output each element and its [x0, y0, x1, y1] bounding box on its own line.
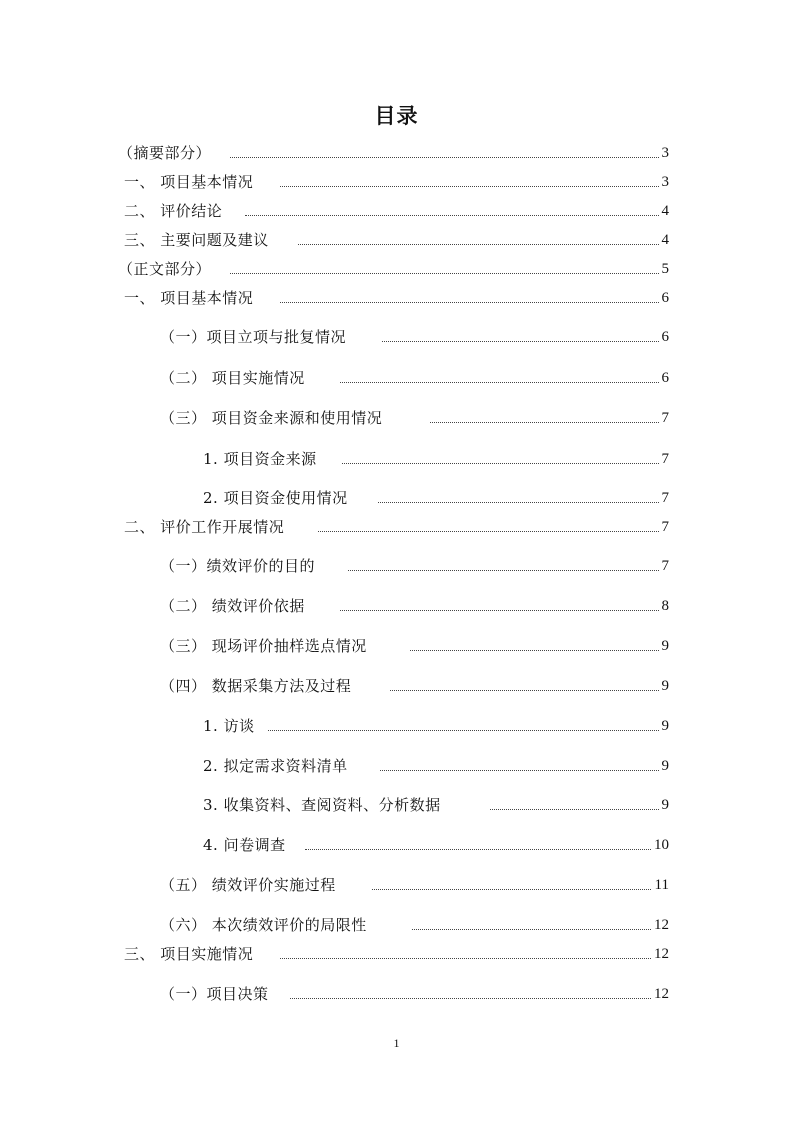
toc-entry[interactable] — [0, 793, 793, 817]
toc-entry[interactable] — [0, 554, 793, 578]
toc-entry-page: 3 — [659, 141, 670, 165]
toc-entry-text: 二、 评价工作开展情况 — [124, 515, 286, 539]
toc-entry-page: 7 — [659, 447, 670, 471]
toc-entry-page: 12 — [651, 913, 669, 937]
toc-entry-text: 2. 项目资金使用情况 — [203, 486, 350, 510]
leader-dots — [342, 463, 667, 464]
leader-dots — [382, 341, 667, 342]
toc-entry[interactable] — [0, 873, 793, 897]
toc-entry[interactable] — [0, 199, 793, 223]
toc-entry-page: 12 — [651, 982, 669, 1006]
toc-entry-text: 2. 拟定需求资料清单 — [203, 754, 350, 778]
leader-dots — [230, 157, 667, 158]
toc-entry-text: （二） 项目实施情况 — [160, 366, 307, 390]
toc-entry[interactable] — [0, 325, 793, 349]
leader-dots — [280, 958, 667, 959]
toc-entry[interactable] — [0, 942, 793, 966]
leader-dots — [230, 273, 667, 274]
leader-dots — [390, 690, 667, 691]
leader-dots — [412, 929, 667, 930]
toc-entry-page: 6 — [659, 366, 670, 390]
toc-entry-text: （一）项目决策 — [160, 982, 271, 1006]
leader-dots — [268, 730, 667, 731]
toc-entry[interactable] — [0, 257, 793, 281]
toc-entry-page: 9 — [659, 754, 670, 778]
page-title: 目录 — [374, 104, 419, 128]
leader-dots — [340, 610, 667, 611]
toc-entry-text: （二） 绩效评价依据 — [160, 594, 307, 618]
toc-entry-page: 7 — [659, 554, 670, 578]
leader-dots — [280, 302, 667, 303]
leader-dots — [348, 570, 667, 571]
leader-dots — [378, 502, 667, 503]
toc-entry[interactable] — [0, 913, 793, 937]
toc-entry-text: （一）绩效评价的目的 — [160, 554, 317, 578]
toc-entry[interactable] — [0, 366, 793, 390]
toc-entry-text: 二、 评价结论 — [124, 199, 224, 223]
toc-entry-text: （正文部分） — [118, 257, 213, 281]
toc-entry-page: 7 — [659, 515, 670, 539]
leader-dots — [290, 998, 667, 999]
leader-dots — [245, 215, 667, 216]
toc-entry-text: 3. 收集资料、查阅资料、分析数据 — [203, 793, 443, 817]
toc-entry-page: 4 — [659, 228, 670, 252]
toc-entry-text: （一）项目立项与批复情况 — [160, 325, 348, 349]
toc-entry-text: （三） 项目资金来源和使用情况 — [160, 406, 384, 430]
leader-dots — [490, 809, 667, 810]
toc-entry[interactable] — [0, 982, 793, 1006]
leader-dots — [340, 382, 667, 383]
leader-dots — [410, 650, 667, 651]
toc-entry-page: 12 — [651, 942, 669, 966]
toc-entry-page: 9 — [659, 793, 670, 817]
toc-entry[interactable] — [0, 447, 793, 471]
toc-entry[interactable] — [0, 406, 793, 430]
toc-entry-page: 6 — [659, 286, 670, 310]
toc-entry[interactable] — [0, 833, 793, 857]
toc-entry[interactable] — [0, 141, 793, 165]
leader-dots — [305, 849, 667, 850]
toc-entry[interactable] — [0, 754, 793, 778]
toc-entry[interactable] — [0, 634, 793, 658]
toc-entry-page: 7 — [659, 406, 670, 430]
toc-entry-text: 一、 项目基本情况 — [124, 286, 255, 310]
toc-entry-text: （六） 本次绩效评价的局限性 — [160, 913, 369, 937]
toc-entry-page: 9 — [659, 714, 670, 738]
toc-entry-page: 9 — [659, 674, 670, 698]
leader-dots — [430, 422, 667, 423]
toc-entry-text: 1. 项目资金来源 — [203, 447, 319, 471]
toc-entry[interactable] — [0, 286, 793, 310]
toc-entry-page: 8 — [659, 594, 670, 618]
toc-entry[interactable] — [0, 714, 793, 738]
leader-dots — [380, 770, 667, 771]
leader-dots — [372, 889, 667, 890]
toc-entry[interactable] — [0, 170, 793, 194]
toc-entry-page: 9 — [659, 634, 670, 658]
toc-entry-text: （摘要部分） — [118, 141, 213, 165]
leader-dots — [318, 531, 667, 532]
toc-entry-page: 11 — [652, 873, 669, 897]
toc-entry[interactable] — [0, 515, 793, 539]
toc-entry[interactable] — [0, 228, 793, 252]
toc-entry-text: 三、 项目实施情况 — [124, 942, 255, 966]
toc-entry-page: 3 — [659, 170, 670, 194]
toc-entry-text: （五） 绩效评价实施过程 — [160, 873, 338, 897]
toc-entry-page: 10 — [651, 833, 669, 857]
toc-entry-text: 一、 项目基本情况 — [124, 170, 255, 194]
toc-entry-page: 4 — [659, 199, 670, 223]
toc-entry-text: 三、 主要问题及建议 — [124, 228, 271, 252]
toc-entry[interactable] — [0, 594, 793, 618]
toc-entry[interactable] — [0, 486, 793, 510]
toc-entry-text: 4. 问卷调查 — [203, 833, 288, 857]
toc-entry-text: 1. 访谈 — [203, 714, 257, 738]
leader-dots — [280, 186, 667, 187]
toc-entry-page: 6 — [659, 325, 670, 349]
toc-entry-text: （四） 数据采集方法及过程 — [160, 674, 353, 698]
page-number: 1 — [393, 1036, 400, 1050]
toc-entry[interactable] — [0, 674, 793, 698]
toc-entry-page: 5 — [659, 257, 670, 281]
leader-dots — [298, 244, 667, 245]
toc-entry-page: 7 — [659, 486, 670, 510]
toc-entry-text: （三） 现场评价抽样选点情况 — [160, 634, 369, 658]
